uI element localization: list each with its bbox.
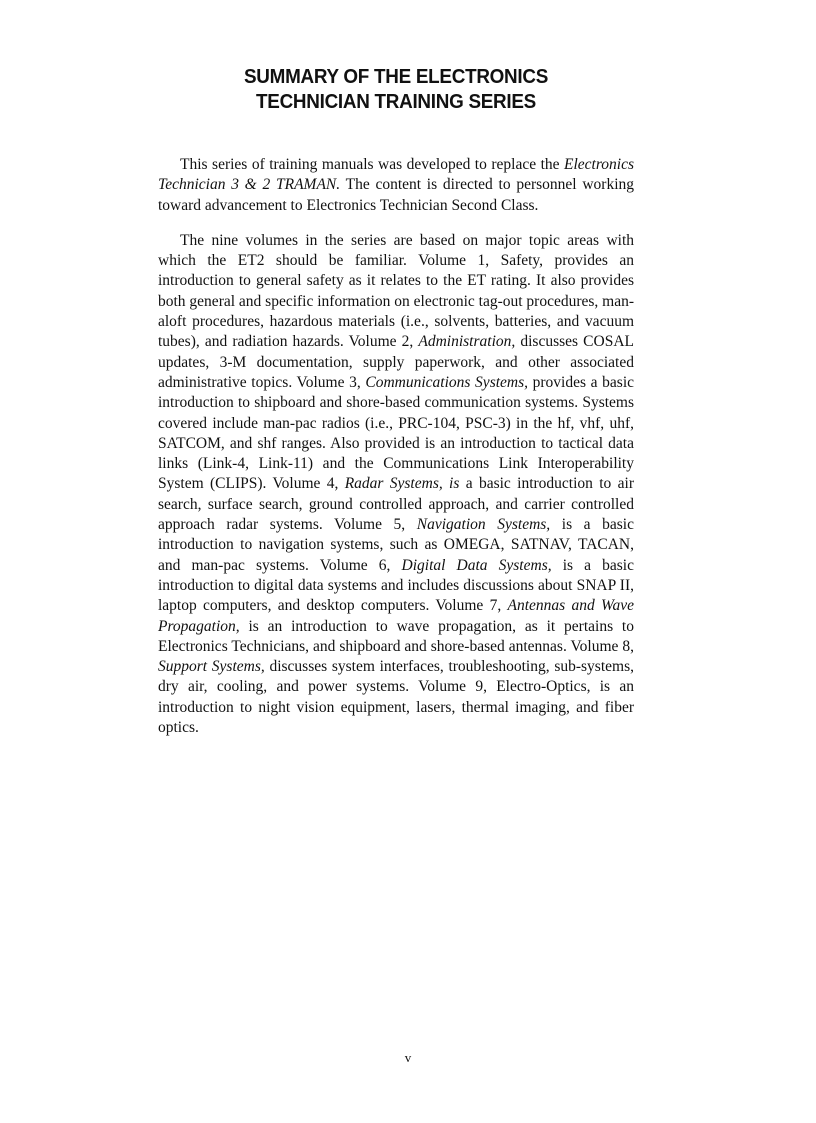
italic-title: Administration, xyxy=(418,333,516,351)
text-run: is an introduction to wave propagation, as it pertains to Electronics Technicians, and shipboard and shore-based antennas. Volume 8, xyxy=(158,617,634,655)
italic-title: Digital Data Systems, xyxy=(401,556,552,574)
italic-title: Radar Systems, is xyxy=(344,475,460,493)
paragraph-intro xyxy=(158,155,634,216)
italic-title: Support Systems, xyxy=(158,658,265,676)
body-text xyxy=(158,155,634,753)
text-run: is a basic introduction to digital data systems and includes discussions about SNAP II, laptop computers, and desktop computers. Volume 7, xyxy=(158,556,634,615)
title-line-1: SUMMARY OF THE ELECTRONICS xyxy=(243,65,549,88)
italic-title: Antennas and Wave Propagation, xyxy=(158,597,635,635)
text-run: The nine volumes in the series are based on major topic areas with which the ET2 should be familiar. Volume 1, Safety, provides an introduction to general safety as it relates to the ET rating. It also provides both general and specific information on electronic tag-out procedures, man-aloft procedures, hazardous materials (i.e., solvents, batteries, and vacuum tubes), and radiation hazards. Volume 2, xyxy=(158,231,635,351)
italic-title: Electronics Technician 3 & 2 TRAMAN. xyxy=(158,156,634,194)
text-run: This series of training manuals was developed to replace the xyxy=(180,156,564,173)
text-run: provides a basic introduction to shipboard and shore-based communication systems. Systems covered include man-pac radios (i.e., PRC-104, PSC-3) in the hf, vhf, uhf, SATCOM, and shf ranges. Also provided is an introduction to tactical data links (Link-4, Link-11) and the Communications Link Interoperability System (CLIPS). Volume 4, xyxy=(158,373,635,493)
text-run: The content is directed to personnel working toward advancement to Electronics Technician Second Class. xyxy=(158,176,635,214)
paragraph-volumes xyxy=(158,231,634,738)
text-run: discusses COSAL updates, 3-M documentation, supply paperwork, and other associated administrative topics. Volume 3, xyxy=(158,333,634,391)
page-title xyxy=(177,64,615,114)
title-line-2: TECHNICIAN TRAINING SERIES xyxy=(256,90,536,113)
page-number: v xyxy=(404,1050,412,1065)
text-run: discusses system interfaces, troubleshooting, sub-systems, dry air, cooling, and power systems. Volume 9, Electro-Optics, is an introduction to night vision equipment, lasers, thermal imaging, and fiber optics. xyxy=(158,658,634,737)
italic-title: Communications Systems, xyxy=(365,373,529,391)
text-run: is a basic introduction to navigation systems, such as OMEGA, SATNAV, TACAN, and man-pac systems. Volume 6, xyxy=(158,516,634,574)
text-run: a basic introduction to air search, surface search, ground controlled approach, and carrier controlled approach radar systems. Volume 5, xyxy=(158,475,634,534)
italic-title: Navigation Systems, xyxy=(416,516,551,534)
